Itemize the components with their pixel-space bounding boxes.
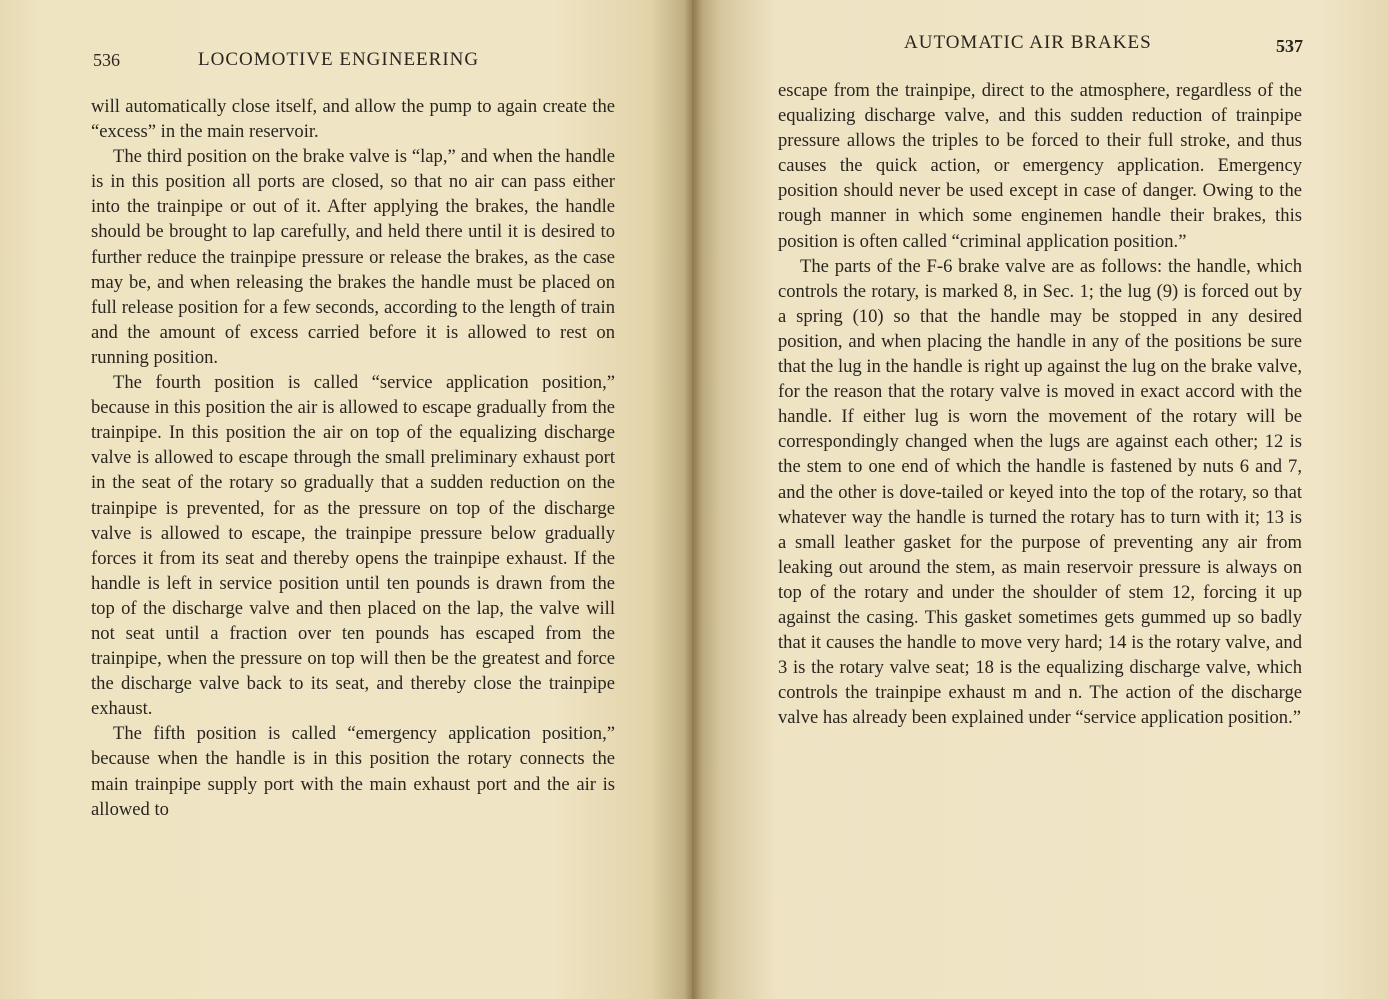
right-page	[692, 0, 1388, 999]
running-head: LOCOMOTIVE ENGINEERING	[198, 49, 480, 70]
page-number: 537	[1276, 36, 1303, 56]
page-number: 536	[93, 50, 120, 70]
paragraph: will automatically close itself, and allow the pump to again create the “excess” in the main reservoir.	[91, 96, 615, 143]
book-gutter	[684, 0, 702, 999]
paragraph: The third position on the brake valve is “lap,” and when the handle is in this position all ports are closed, so that no air can pass either into the trainpipe or out of it. After applying the brakes, the handle should be brought to lap carefully, and held there until it is desired to further reduce the trainpipe pressure or release the brakes, as the case may be, and when releasing the brakes the handle must be placed on full release position for a few seconds, according to the length of train and the amount of excess carried before it is allowed to rest on running position.	[91, 146, 615, 368]
left-page	[0, 0, 692, 999]
paragraph: The fifth position is called “emergency application position,” because when the handle is in this position the rotary connects the main trainpipe supply port with the main exhaust port and the air is allowed to	[91, 723, 615, 820]
body-text	[91, 94, 615, 822]
paragraph: The fourth position is called “service application position,” because in this position the air is allowed to escape gradually from the trainpipe. In this position the air on top of the equalizing discharge valve is allowed to escape through the small preliminary exhaust port in the seat of the rotary so gradually that a sudden reduction on the trainpipe is prevented, for as the pressure on top of the discharge valve is allowed to escape, the trainpipe pressure below gradually forces it from its seat and thereby opens the trainpipe exhaust. If the handle is left in service position until ten pounds is drawn from the top of the discharge valve and then placed on the lap, the valve will not seat until a fraction over ten pounds has escaped from the trainpipe, when the pressure on top will then be the greatest and force the discharge valve back to its seat, and thereby close the trainpipe exhaust.	[91, 372, 615, 720]
paragraph: escape from the trainpipe, direct to the atmosphere, regardless of the equalizing discharge valve, and this sudden reduction of trainpipe pressure allows the triples to be forced to their full stroke, and thus causes the quick action, or emergency application. Emergency position should never be used except in case of danger. Owing to the rough manner in which some enginemen handle their brakes, this position is often called “criminal application position.”	[778, 80, 1302, 252]
paragraph: The parts of the F-6 brake valve are as follows: the handle, which controls the rotary, is marked 8, in Sec. 1; the lug (9) is forced out by a spring (10) so that the handle may be stopped in any desired position, and when placing the handle in any of the positions be sure that the lug in the handle is right up against the lug on the brake valve, for the reason that the rotary valve is moved in exact accord with the handle. If either lug is worn the movement of the rotary will be correspondingly changed when the lugs are against each other; 12 is the stem to one end of which the handle is fastened by nuts 6 and 7, and the other is dove-tailed or keyed into the top of the rotary, so that whatever way the handle is turned the rotary has to turn with it; 13 is a small leather gasket for the purpose of preventing any air from leaking out around the stem, as main reservoir pressure is always on top of the rotary and under the shoulder of stem 12, forcing it up against the casing. This gasket sometimes gets gummed up so badly that it causes the handle to move very hard; 14 is the rotary valve, and 3 is the rotary valve seat; 18 is the equalizing discharge valve, which controls the trainpipe exhaust m and n. The action of the discharge valve has already been explained under “service application position.”	[778, 255, 1302, 729]
running-head: AUTOMATIC AIR BRAKES	[904, 32, 1152, 53]
body-text	[778, 78, 1302, 730]
